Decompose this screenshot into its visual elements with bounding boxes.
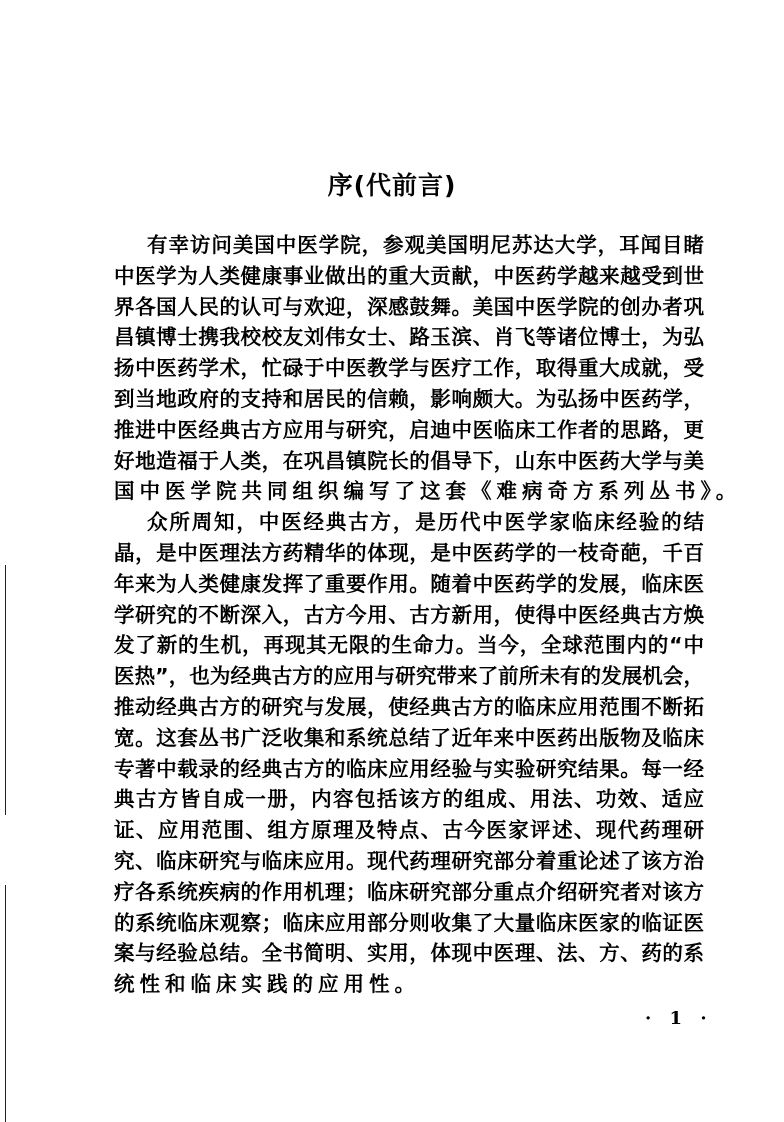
text-line: 推进中医经典古方应用与研究，启迪中医临床工作者的思路，更 — [114, 417, 704, 442]
text-line: 学研究的不断深入，古方今用、古方新用，使得中医经典古方焕 — [114, 602, 704, 627]
text-line: 疗各系统疾病的作用机理；临床研究部分重点介绍研究者对该方 — [114, 879, 704, 904]
text-line: 中医学为人类健康事业做出的重大贡献，中医药学越来越受到世 — [114, 263, 704, 288]
text-line: 好地造福于人类，在巩昌镇院长的倡导下，山东中医药大学与美 — [114, 448, 704, 473]
scan-edge-line — [5, 565, 6, 815]
paragraph — [114, 507, 704, 1000]
text-line: 有幸访问美国中医学院，参观美国明尼苏达大学，耳闻目睹 — [147, 233, 704, 257]
text-line: 专著中载录的经典古方的临床应用经验与实验研究结果。每一经 — [114, 756, 704, 781]
preface-body — [114, 230, 742, 1000]
text-line: 众所周知，中医经典古方，是历代中医学家临床经验的结 — [147, 510, 704, 535]
text-line: 发了新的生机，再现其无限的生命力。当今，全球范围内的“中 — [114, 633, 704, 658]
text-line: 扬中医药学术，忙碌于中医教学与医疗工作，取得重大成就，受 — [114, 356, 704, 381]
text-line: 的系统临床观察；临床应用部分则收集了大量临床医家的临证医 — [114, 910, 704, 935]
scan-edge-line — [5, 885, 6, 1122]
text-line: 究、临床研究与临床应用。现代药理研究部分着重论述了该方治 — [114, 848, 704, 873]
text-line: 统性和临床实践的应用性。 — [114, 972, 420, 997]
text-line: 宽。这套丛书广泛收集和系统总结了近年来中医药出版物及临床 — [114, 725, 704, 750]
text-line: 年来为人类健康发挥了重要作用。随着中医药学的发展，临床医 — [114, 571, 704, 596]
text-line: 医热”，也为经典古方的应用与研究带来了前所未有的发展机会， — [114, 664, 704, 689]
text-line: 晶，是中医理法方药精华的体现，是中医药学的一枝奇葩，千百 — [114, 540, 704, 565]
text-line: 昌镇博士携我校校友刘伟女士、路玉滨、肖飞等诸位博士，为弘 — [114, 325, 704, 350]
text-line: 到当地政府的支持和居民的信赖，影响颇大。为弘扬中医药学， — [114, 386, 704, 411]
paragraph — [114, 230, 742, 507]
text-line: 国中医学院共同组织编写了这套《难病奇方系列丛书》。 — [114, 479, 742, 504]
text-line: 推动经典古方的研究与发展，使经典古方的临床应用范围不断拓 — [114, 694, 704, 719]
text-line: 证、应用范围、组方原理及特点、古今医家评述、现代药理研 — [114, 818, 704, 843]
page-title: 序(代前言) — [327, 171, 457, 200]
text-line: 界各国人民的认可与欢迎，深感鼓舞。美国中医学院的创办者巩 — [114, 294, 704, 319]
text-line: 案与经验总结。全书简明、实用，体现中医理、法、方、药的系 — [114, 941, 704, 966]
text-line: 典古方皆自成一册，内容包括该方的组成、用法、功效、适应 — [114, 787, 704, 812]
page-number: · 1 · — [645, 1008, 713, 1029]
